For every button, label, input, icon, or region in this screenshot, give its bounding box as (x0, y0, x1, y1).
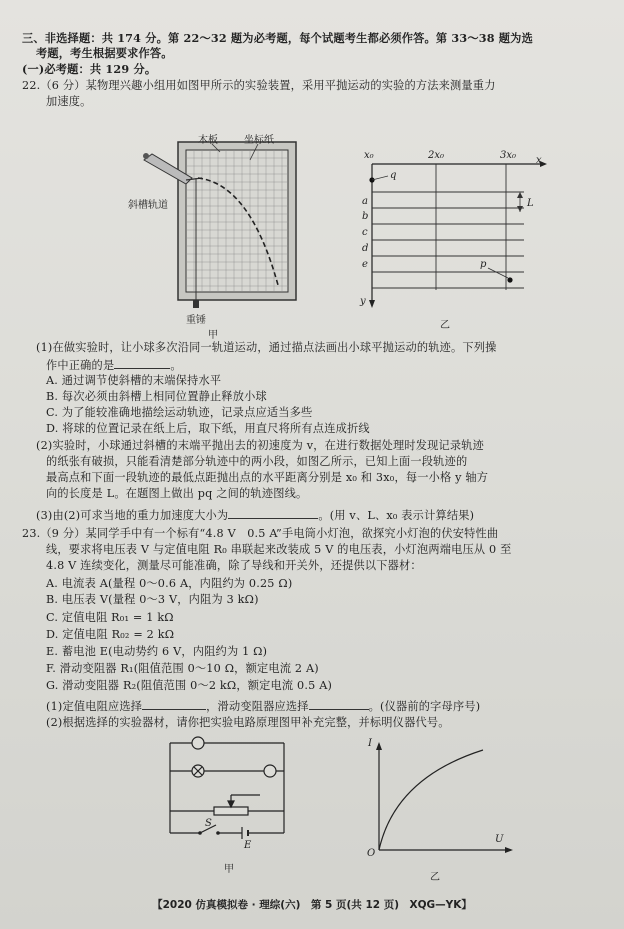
q23-rheostat-blank[interactable] (309, 698, 369, 710)
q22-stem-line2: 加速度。 (46, 95, 92, 108)
section-header-line2: 考题，考生根据要求作答。 (36, 46, 173, 60)
caption-graph-yi: 乙 (430, 872, 440, 883)
q23-item-f: F. 滑动变阻器 R₁(阻值范围 0～10 Ω，额定电流 2 A) (46, 662, 319, 675)
q23-item-e: E. 蓄电池 E(电动势约 6 V，内阻约为 1 Ω) (46, 645, 268, 658)
q23-item-d: D. 定值电阻 R₀₂ = 2 kΩ (46, 628, 175, 641)
q22-p2-line1: (2)实验时，小球通过斜槽的末端平抛出去的初速度为 v，在进行数据处理时发现记录轨迹 (36, 439, 485, 452)
q22-p2-line4: 向的长度是 L。在题图上做出 pq 之间的轨迹图线。 (46, 487, 308, 500)
q22-option-a: A. 通过调节使斜槽的末端保持水平 (46, 374, 222, 387)
q22-p3: (3)由(2)可求当地的重力加速度大小为 。(用 v、L、x₀ 表示计算结果) (36, 509, 475, 522)
row-c: c (362, 227, 368, 238)
q22-figure-jia (130, 120, 320, 335)
row-e: e (362, 259, 368, 270)
q23-item-g: G. 滑动变阻器 R₂(阻值范围 0～2 kΩ，额定电流 0.5 A) (46, 679, 333, 692)
q22-p2-line3: 最高点和下面一段轨迹的最低点距抛出点的水平距离分别是 x₀ 和 3x₀，每一小格 y 轴方 (46, 471, 489, 484)
circuit-battery-E: E (244, 840, 252, 851)
q23-p2: (2)根据选择的实验器材，请你把实验电路原理图甲补充完整，并标明仪器代号。 (46, 716, 450, 729)
row-d: d (362, 243, 369, 254)
caption-jia: 甲 (208, 330, 218, 341)
required-heading: (一)必考题：共 129 分。 (22, 62, 157, 76)
q23-item-c: C. 定值电阻 R₀₁ = 1 kΩ (46, 611, 174, 624)
axis-x0: x₀ (364, 150, 374, 161)
graph-axis-I: I (368, 738, 372, 749)
page-footer: 【2020 仿真模拟卷 · 理综(六) 第 5 页(共 12 页) XQG—YK】 (152, 899, 472, 911)
graph-axis-U: U (495, 834, 504, 845)
q22-option-d: D. 将球的位置记录在纸上后，取下纸，用直尺将所有点连成折线 (46, 422, 370, 435)
circuit-switch-S: S (205, 818, 212, 829)
caption-circuit-jia: 甲 (224, 864, 234, 875)
row-a: a (362, 196, 368, 207)
graph-origin-O: O (367, 848, 376, 859)
axis-y-label: y (360, 296, 366, 307)
q23-p1: (1)定值电阻应选择 ，滑动变阻器应选择 。(仪器前的字母序号) (46, 700, 481, 713)
q23-stem-line1: 23.（9 分）某同学手中有一个标有“4.8 V 0.5 A”手电筒小灯泡，欲探究小灯泡的伏安特性曲 (22, 527, 499, 540)
row-b: b (362, 211, 369, 222)
q22-p3-answer-blank[interactable] (228, 507, 318, 519)
q22-option-b: B. 每次必须由斜槽上相同位置静止释放小球 (46, 390, 267, 403)
q23-stem-line2: 线，要求将电压表 V 与定值电阻 R₀ 串联起来改装成 5 V 的电压表，小灯泡两端电压从 0 至 (46, 543, 512, 556)
label-paper: 坐标纸 (244, 135, 274, 146)
q22-stem-line1: 22.（6 分）某物理兴趣小组用如图甲所示的实验装置，采用平抛运动的实验的方法来测量重力 (22, 79, 496, 92)
label-track: 斜槽轨道 (128, 200, 168, 211)
axis-x-label: x (536, 155, 542, 166)
label-board: 木板 (198, 135, 218, 146)
axis-2x0: 2x₀ (428, 150, 445, 161)
point-q-label: q (390, 170, 397, 181)
q22-p1-answer-blank[interactable] (114, 357, 170, 369)
length-L-label: L (527, 198, 534, 209)
q23-item-a: A. 电流表 A(量程 0～0.6 A，内阻约为 0.25 Ω) (46, 577, 293, 590)
label-plumb: 重锤 (186, 315, 206, 326)
q23-stem-line3: 4.8 V 连续变化，测量尽可能准确，除了导线和开关外，还提供以下器材： (46, 559, 422, 572)
q22-option-c: C. 为了能较准确地描绘运动轨迹，记录点应适当多些 (46, 406, 313, 419)
q22-p1-line2: 作中正确的是 。 (46, 359, 182, 372)
point-p-label: p (480, 259, 487, 270)
q23-circuit-jia (160, 735, 300, 855)
q23-graph-yi (365, 738, 515, 863)
section-header-line1: 三、非选择题：共 174 分。第 22～32 题为必考题，每个试题考生都必须作答。第 33～38 题为选 (22, 31, 533, 45)
q22-p1-line1: (1)在做实验时，让小球多次沿同一轨道运动，通过描点法画出小球平抛运动的轨迹。下列操 (36, 341, 497, 354)
q22-figure-yi (358, 150, 548, 325)
caption-yi: 乙 (440, 320, 450, 331)
axis-3x0: 3x₀ (500, 150, 517, 161)
q23-resistor-blank[interactable] (142, 698, 206, 710)
q22-p2-line2: 的纸张有破损，只能看清楚部分轨迹中的两小段，如图乙所示，已知上面一段轨迹的 (46, 455, 468, 468)
q23-item-b: B. 电压表 V(量程 0～3 V，内阻为 3 kΩ) (46, 593, 259, 606)
